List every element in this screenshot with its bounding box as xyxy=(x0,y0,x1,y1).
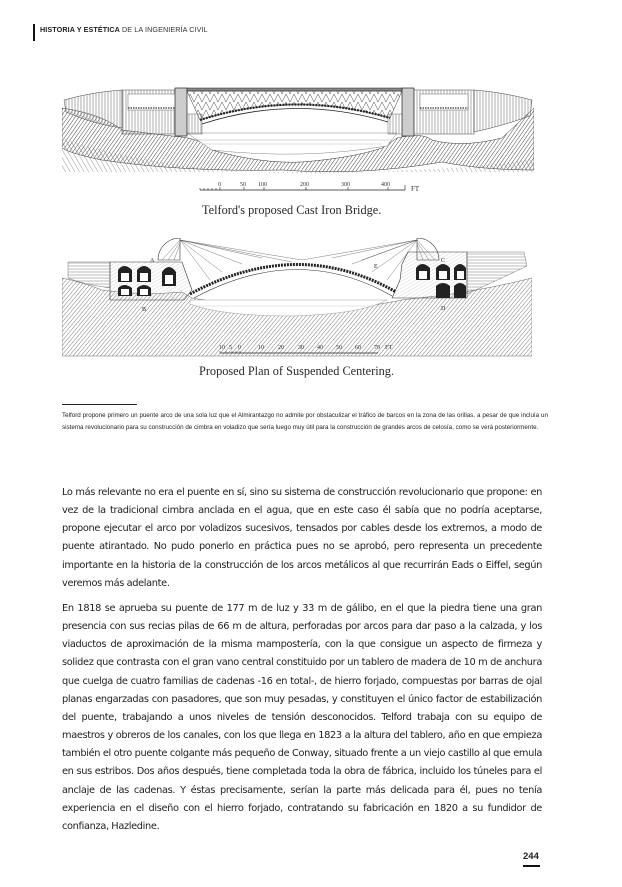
scale-1-label: 0 xyxy=(218,182,221,188)
figure-suspended-centering xyxy=(62,238,532,358)
scale-2-label: 40 xyxy=(317,345,323,351)
running-head xyxy=(40,25,208,34)
footnote-rule xyxy=(62,404,137,405)
figure-1-caption: Telford's proposed Cast Iron Bridge. xyxy=(202,203,382,217)
scale-1-label: 400 xyxy=(381,182,390,188)
scale-2-label: 10 xyxy=(258,345,264,351)
figure-cast-iron-bridge xyxy=(62,78,534,183)
scale-2-label: 10 xyxy=(219,345,225,351)
scale-1-label: 100 xyxy=(258,182,267,188)
figure-2-letter-a: A xyxy=(150,258,155,264)
body-paragraph: Lo más relevante no era el puente en sí, sino su sistema de construcción revolucionario que propone: en vez de la tradicional cimbra anclada en el agua, que en este caso él sabía que no podría aceptarse, propone ejecutar el arco por voladizos sucesivos, tensados por cables desde los extremos, a modo de puente atirantado. No pudo ponerlo en práctica pues no se aprobó, pero representa un precedente importante en la historia de la construcción de los arcos metálicos al que recurrirán Eads o Eiffel, según veremos más adelante. xyxy=(62,487,542,589)
scale-2-label: 5 xyxy=(229,345,232,351)
figure-2-letter-d: D xyxy=(441,306,446,312)
scale-1-label: 300 xyxy=(341,182,350,188)
running-head-bold: HISTORIA Y ESTÉTICA xyxy=(40,25,120,34)
scale-1-unit: FT xyxy=(411,185,420,193)
figure-2-letter-b: B xyxy=(142,307,147,313)
figure-2-caption: Proposed Plan of Suspended Centering. xyxy=(199,364,395,378)
scale-2-label: 60 xyxy=(355,345,361,351)
footnote: Telford propone primero un puente arco de una sola luz que el Almirantazgo no admite por obstaculizar el tráfico de barcos en la zona de las orillas, a pesar de que incluía un sistema revolucionario para su construcción de cimbra en voladizo que sería luego muy útil para la construcción de grandes arcos de celosía, como se verá posteriormente. xyxy=(62,412,548,431)
scale-2-label: 50 xyxy=(336,345,342,351)
scale-2-label: 70 xyxy=(374,345,380,351)
scale-bar-2 xyxy=(218,341,448,355)
page-number-rule xyxy=(523,865,540,867)
running-head-regular: DE LA INGENIERÍA CIVIL xyxy=(119,25,208,34)
scale-bar-1 xyxy=(198,181,438,195)
scale-1-label: 50 xyxy=(240,182,246,188)
cast-iron-bridge-illustration xyxy=(62,78,534,183)
suspended-centering-illustration xyxy=(62,238,532,358)
figure-2-letter-e: E xyxy=(374,264,378,270)
page-number: 244 xyxy=(523,851,539,862)
scale-2-label: 20 xyxy=(278,345,284,351)
scale-2-label: 30 xyxy=(298,345,304,351)
scale-2-label: 0 xyxy=(238,345,241,351)
scale-2-unit: FT xyxy=(385,344,393,351)
running-head-rule xyxy=(33,24,35,41)
scale-1-label: 200 xyxy=(300,182,309,188)
body-paragraph: En 1818 se aprueba su puente de 177 m de luz y 33 m de gálibo, en el que la piedra tiene una gran presencia con sus recias pilas de 66 m de altura, perforadas por arcos para dar paso a la calzada, y los viaductos de aproximación de la misma mampostería, con la que consigue un aspecto de firmeza y solidez que contrasta con el gran vano central constituido por un tablero de madera de 10 m de anchura que cuelga de cuatro familias de cadenas -16 en total-, de hierro forjado, compuestas por barras de ojal planas engarzadas con pasadores, que son muy pesadas, y constituyen el único factor de estabilización del puente, trabajando a unos niveles de tensión desconocidos. Telford trabaja con su equipo de maestros y obreros de los canales, con los que llega en 1823 a la altura del tablero, año en que empieza también el otro puente colgante más pequeño de Conway, situado frente a un viejo castillo al que emula en sus estribos. Dos años después, tiene completada toda la obra de fábrica, incluido los túneles para el anclaje de las cadenas. Y éstas precisamente, serían la parte más delicada para él, pues no tenía experiencia en el diseño con el hierro forjado, contratando su fabricación en 1820 a su fundidor de confianza, Hazledine. xyxy=(62,603,542,832)
figure-2-letter-c: C xyxy=(441,258,446,264)
